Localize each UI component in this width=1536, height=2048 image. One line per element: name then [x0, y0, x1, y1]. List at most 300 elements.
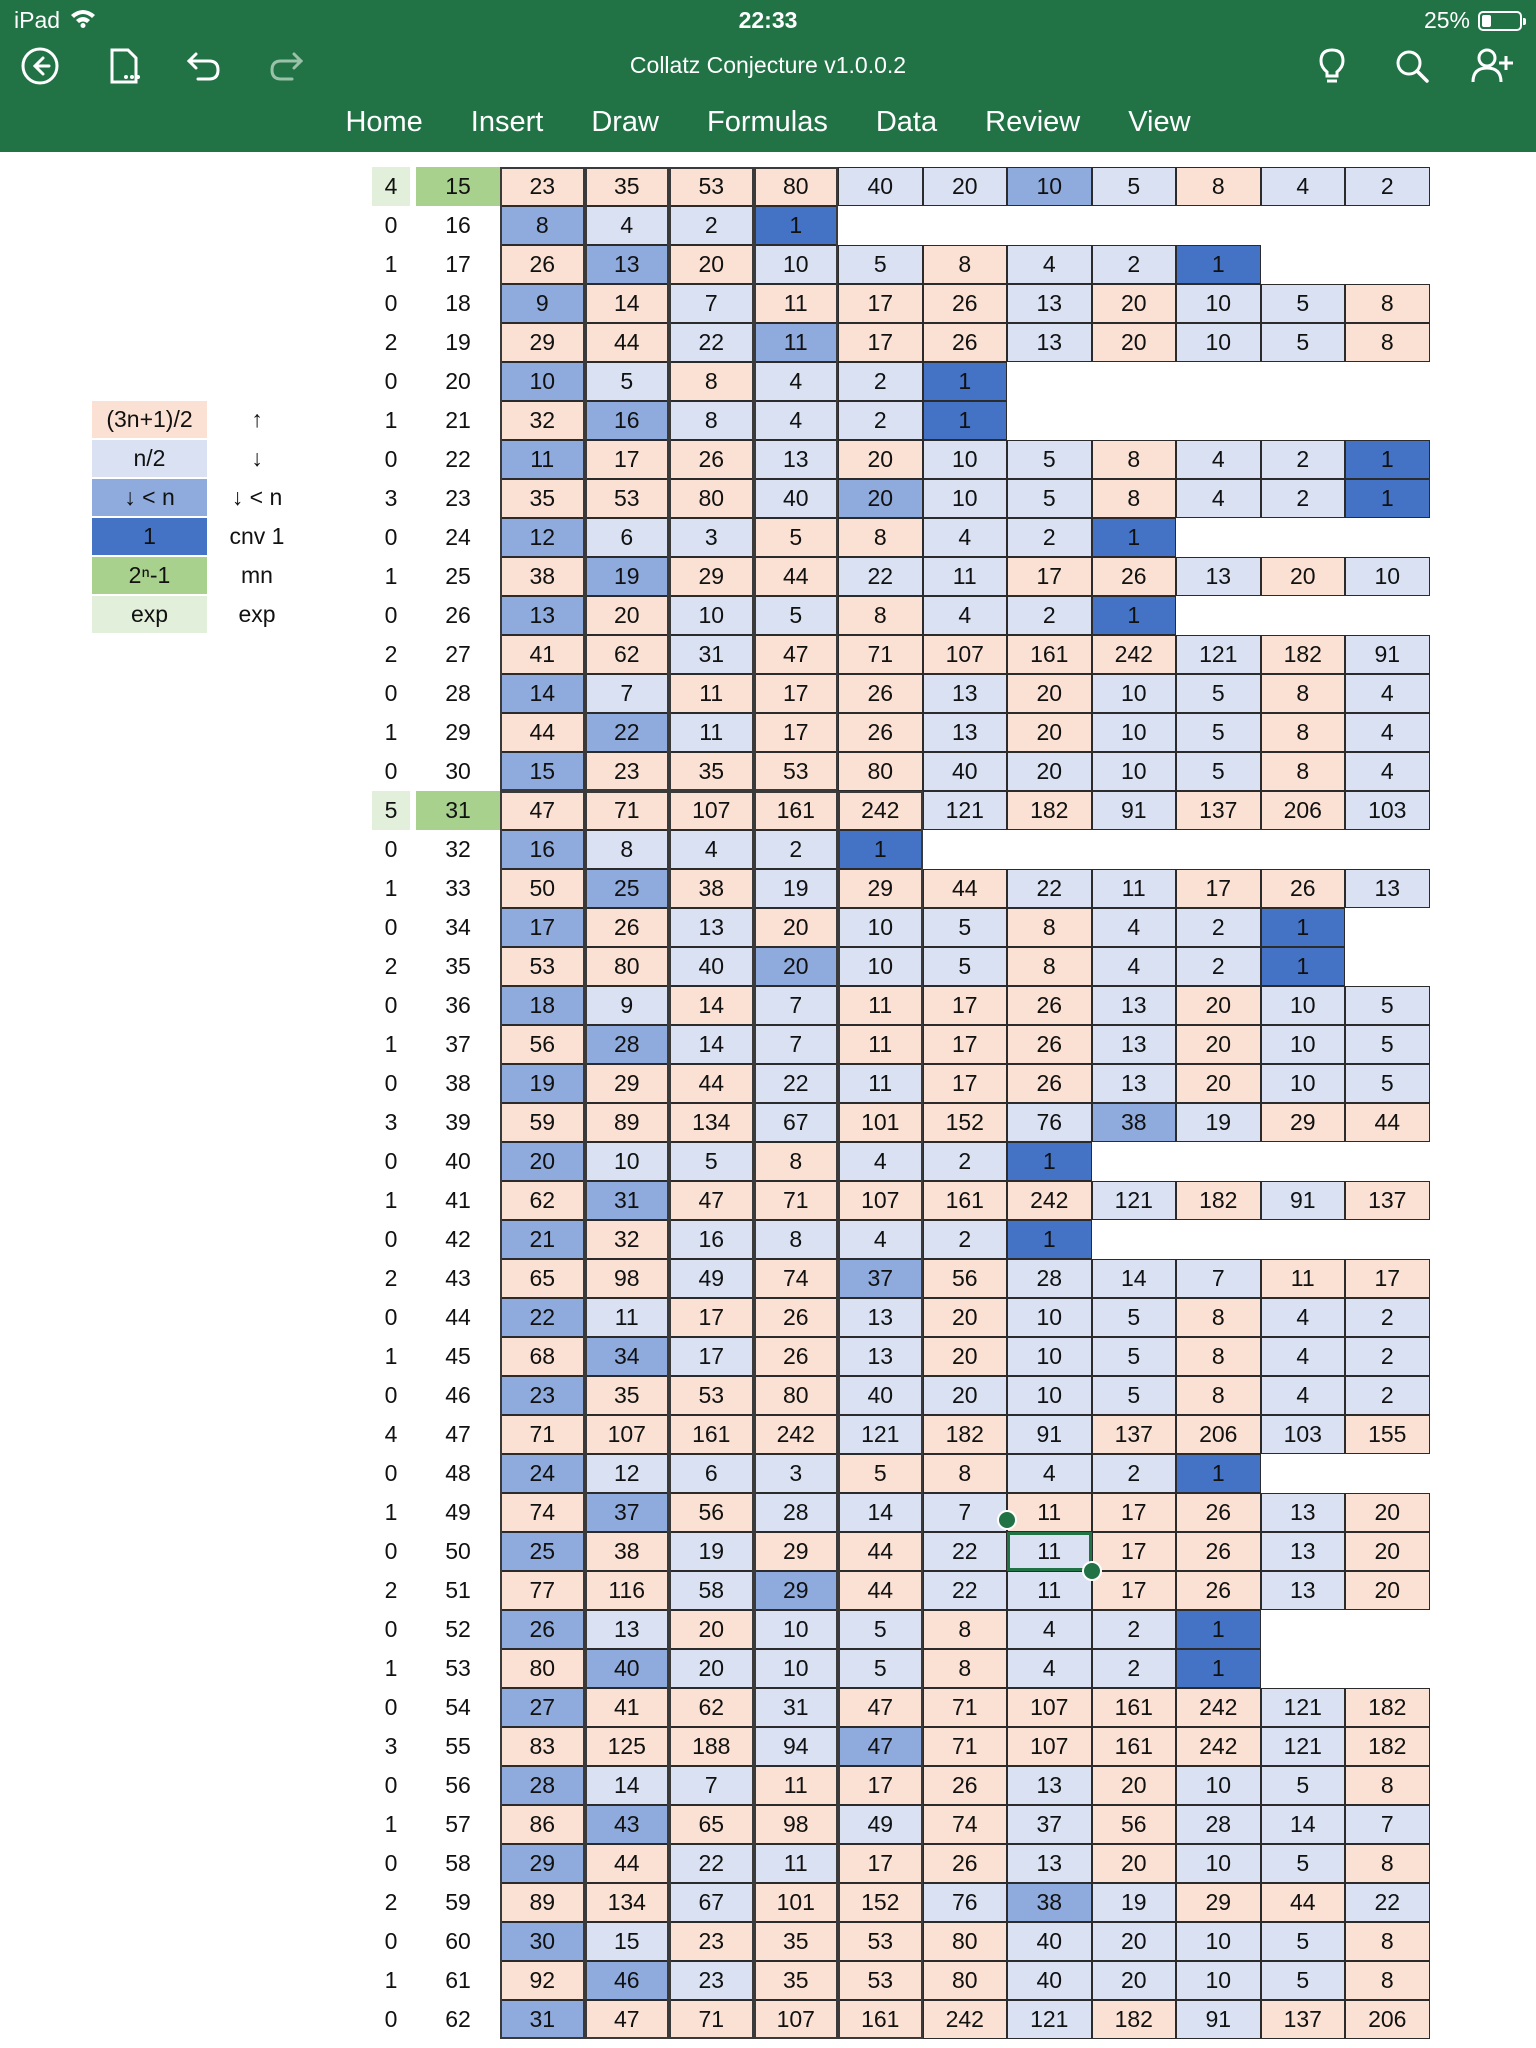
exponent-cell[interactable]: 2	[384, 641, 398, 667]
sequence-cell[interactable]: 3	[754, 1454, 839, 1493]
sequence-cell[interactable]: 1	[1176, 1454, 1261, 1493]
sequence-cell[interactable]: 59	[500, 1103, 585, 1142]
sequence-cell[interactable]: 10	[838, 908, 923, 947]
sequence-cell[interactable]: 4	[1345, 713, 1430, 752]
sequence-cell[interactable]: 30	[500, 1922, 585, 1961]
sequence-cell[interactable]: 62	[500, 1181, 585, 1220]
sequence-cell[interactable]: 13	[1007, 323, 1092, 362]
exponent-cell[interactable]: 2	[384, 1265, 398, 1291]
sequence-cell[interactable]: 20	[1007, 713, 1092, 752]
sequence-cell[interactable]: 4	[1092, 908, 1177, 947]
exponent-cell[interactable]: 0	[384, 914, 398, 940]
n-cell[interactable]: 62	[445, 2006, 471, 2032]
sequence-cell[interactable]: 5	[1261, 1844, 1346, 1883]
sequence-cell[interactable]: 1	[1176, 1610, 1261, 1649]
sequence-cell[interactable]: 5	[838, 1610, 923, 1649]
sequence-cell[interactable]: 50	[500, 869, 585, 908]
tab-data[interactable]: Data	[875, 106, 938, 138]
sequence-cell[interactable]: 31	[500, 2000, 585, 2039]
sequence-cell[interactable]: 28	[754, 1493, 839, 1532]
n-cell[interactable]: 26	[445, 602, 471, 628]
sequence-cell[interactable]: 121	[1176, 635, 1261, 674]
sequence-cell[interactable]: 13	[1261, 1532, 1346, 1571]
sequence-cell[interactable]: 4	[1176, 479, 1261, 518]
sequence-cell[interactable]: 7	[669, 1766, 754, 1805]
sequence-cell[interactable]: 2	[1345, 1337, 1430, 1376]
sequence-cell[interactable]: 5	[1261, 284, 1346, 323]
sequence-cell[interactable]: 53	[585, 479, 670, 518]
exponent-cell[interactable]: 1	[384, 1967, 398, 1993]
n-cell[interactable]: 51	[445, 1577, 471, 1603]
sequence-cell[interactable]: 26	[500, 1610, 585, 1649]
sequence-cell[interactable]: 26	[754, 1337, 839, 1376]
sequence-cell[interactable]: 8	[585, 830, 670, 869]
sequence-cell[interactable]: 20	[1092, 1961, 1177, 2000]
sequence-cell[interactable]: 12	[585, 1454, 670, 1493]
sequence-cell[interactable]: 10	[1345, 557, 1430, 596]
sequence-cell[interactable]: 17	[923, 1064, 1008, 1103]
sequence-cell[interactable]: 2	[1007, 596, 1092, 635]
sequence-cell[interactable]: 47	[754, 635, 839, 674]
exponent-cell[interactable]: 1	[384, 1811, 398, 1837]
sequence-cell[interactable]: 13	[1007, 1844, 1092, 1883]
sequence-cell[interactable]: 7	[585, 674, 670, 713]
sequence-cell[interactable]: 8	[1176, 1337, 1261, 1376]
sequence-cell[interactable]: 26	[923, 284, 1008, 323]
sequence-cell[interactable]: 92	[500, 1961, 585, 2000]
sequence-cell[interactable]: 206	[1176, 1415, 1261, 1454]
sequence-cell[interactable]: 53	[838, 1961, 923, 2000]
sequence-cell[interactable]: 242	[1176, 1688, 1261, 1727]
sequence-cell[interactable]: 8	[754, 1142, 839, 1181]
sequence-cell[interactable]: 26	[838, 713, 923, 752]
sequence-cell[interactable]: 76	[923, 1883, 1008, 1922]
sequence-cell[interactable]: 26	[754, 1298, 839, 1337]
exponent-cell[interactable]: 2	[384, 329, 398, 355]
sequence-cell[interactable]: 65	[500, 1259, 585, 1298]
exponent-cell[interactable]: 0	[384, 1850, 398, 1876]
sequence-cell[interactable]: 8	[1007, 947, 1092, 986]
sequence-cell[interactable]: 10	[1092, 713, 1177, 752]
sequence-cell[interactable]: 2	[669, 206, 754, 245]
sequence-cell[interactable]: 2	[1092, 1454, 1177, 1493]
sequence-cell[interactable]: 2	[1007, 518, 1092, 557]
sequence-cell[interactable]: 15	[500, 752, 585, 791]
sequence-cell[interactable]: 11	[923, 557, 1008, 596]
sequence-cell[interactable]: 107	[923, 635, 1008, 674]
sequence-cell[interactable]: 11	[1007, 1571, 1092, 1610]
sequence-cell[interactable]: 71	[754, 1181, 839, 1220]
sequence-cell[interactable]: 14	[669, 986, 754, 1025]
sequence-cell[interactable]: 17	[923, 986, 1008, 1025]
sequence-cell[interactable]: 4	[1092, 947, 1177, 986]
sequence-cell[interactable]: 10	[1176, 1766, 1261, 1805]
sequence-cell[interactable]: 2	[754, 830, 839, 869]
sequence-cell[interactable]: 2	[1345, 167, 1430, 206]
sequence-cell[interactable]: 107	[754, 2000, 839, 2039]
sequence-cell[interactable]: 7	[1345, 1805, 1430, 1844]
sequence-cell[interactable]: 62	[669, 1688, 754, 1727]
sequence-cell[interactable]: 2	[1345, 1376, 1430, 1415]
n-cell[interactable]: 21	[445, 407, 471, 433]
sequence-cell[interactable]: 19	[585, 557, 670, 596]
sequence-cell[interactable]: 91	[1345, 635, 1430, 674]
sequence-cell[interactable]: 40	[1007, 1922, 1092, 1961]
sequence-cell[interactable]: 31	[754, 1688, 839, 1727]
sequence-cell[interactable]: 10	[1176, 1922, 1261, 1961]
sequence-cell[interactable]: 13	[1092, 1064, 1177, 1103]
sequence-cell[interactable]: 1	[923, 401, 1008, 440]
sequence-cell[interactable]: 26	[1007, 1064, 1092, 1103]
sequence-cell[interactable]: 2	[1092, 245, 1177, 284]
n-cell[interactable]: 32	[445, 836, 471, 862]
sequence-cell[interactable]: 37	[1007, 1805, 1092, 1844]
n-cell[interactable]: 33	[445, 875, 471, 901]
sequence-cell[interactable]: 8	[838, 518, 923, 557]
exponent-cell[interactable]: 0	[384, 1226, 398, 1252]
sequence-cell[interactable]: 242	[1092, 635, 1177, 674]
sequence-cell[interactable]: 121	[1261, 1688, 1346, 1727]
exponent-cell[interactable]: 1	[384, 875, 398, 901]
n-cell[interactable]: 52	[445, 1616, 471, 1642]
exponent-cell[interactable]: 0	[384, 1772, 398, 1798]
search-icon[interactable]	[1388, 42, 1436, 90]
sequence-cell[interactable]: 20	[1176, 1025, 1261, 1064]
sequence-cell[interactable]: 10	[754, 245, 839, 284]
sequence-cell[interactable]: 8	[1007, 908, 1092, 947]
sequence-cell[interactable]: 35	[500, 479, 585, 518]
sequence-cell[interactable]: 71	[669, 2000, 754, 2039]
sequence-cell[interactable]: 121	[838, 1415, 923, 1454]
n-cell[interactable]: 15	[416, 167, 500, 206]
sequence-cell[interactable]: 20	[669, 1649, 754, 1688]
sequence-cell[interactable]: 11	[1261, 1259, 1346, 1298]
sequence-cell[interactable]: 19	[669, 1532, 754, 1571]
sequence-cell[interactable]: 20	[1261, 557, 1346, 596]
sequence-cell[interactable]: 17	[500, 908, 585, 947]
exponent-cell[interactable]: 0	[384, 1070, 398, 1096]
sequence-cell[interactable]: 5	[1176, 674, 1261, 713]
sequence-cell[interactable]: 107	[1007, 1727, 1092, 1766]
sequence-cell[interactable]: 8	[1345, 1922, 1430, 1961]
sequence-cell[interactable]: 5	[838, 1454, 923, 1493]
sequence-cell[interactable]: 34	[585, 1337, 670, 1376]
tab-draw[interactable]: Draw	[591, 106, 659, 138]
sequence-cell[interactable]: 71	[838, 635, 923, 674]
sequence-cell[interactable]: 13	[1007, 1766, 1092, 1805]
sequence-cell[interactable]: 10	[1261, 1064, 1346, 1103]
sequence-cell[interactable]: 25	[500, 1532, 585, 1571]
sequence-cell[interactable]: 7	[923, 1493, 1008, 1532]
sequence-cell[interactable]: 29	[500, 323, 585, 362]
sequence-cell[interactable]: 98	[585, 1259, 670, 1298]
sequence-cell[interactable]: 121	[1007, 2000, 1092, 2039]
n-cell[interactable]: 54	[445, 1694, 471, 1720]
sequence-cell[interactable]: 40	[669, 947, 754, 986]
sequence-cell[interactable]: 242	[754, 1415, 839, 1454]
sequence-cell[interactable]: 67	[754, 1103, 839, 1142]
sequence-cell[interactable]: 80	[923, 1961, 1008, 2000]
exponent-cell[interactable]: 2	[384, 953, 398, 979]
sequence-cell[interactable]: 10	[754, 1610, 839, 1649]
sequence-cell[interactable]: 5	[923, 908, 1008, 947]
sequence-cell[interactable]: 11	[838, 986, 923, 1025]
sequence-cell[interactable]: 26	[500, 245, 585, 284]
sequence-cell[interactable]: 5	[1092, 1337, 1177, 1376]
sequence-cell[interactable]: 56	[500, 1025, 585, 1064]
n-cell[interactable]: 30	[445, 758, 471, 784]
sequence-cell[interactable]: 41	[500, 635, 585, 674]
sequence-cell[interactable]: 22	[1007, 869, 1092, 908]
sequence-cell[interactable]: 15	[585, 1922, 670, 1961]
sequence-cell[interactable]: 8	[1261, 674, 1346, 713]
tab-view[interactable]: View	[1128, 106, 1191, 138]
sequence-cell[interactable]: 8	[1345, 1766, 1430, 1805]
exponent-cell[interactable]: 1	[384, 719, 398, 745]
sequence-cell[interactable]: 4	[754, 362, 839, 401]
sequence-cell[interactable]: 5	[669, 1142, 754, 1181]
sequence-cell[interactable]: 13	[585, 245, 670, 284]
sequence-cell[interactable]: 44	[923, 869, 1008, 908]
sequence-cell[interactable]: 26	[923, 1844, 1008, 1883]
sequence-cell[interactable]: 161	[754, 791, 839, 830]
sequence-cell[interactable]: 10	[1261, 1025, 1346, 1064]
sequence-cell[interactable]: 5	[1261, 323, 1346, 362]
sequence-cell[interactable]: 44	[838, 1532, 923, 1571]
sequence-cell[interactable]: 242	[1007, 1181, 1092, 1220]
sequence-cell[interactable]: 8	[1261, 752, 1346, 791]
sequence-cell[interactable]: 8	[669, 401, 754, 440]
sequence-cell[interactable]: 2	[923, 1142, 1008, 1181]
sequence-cell[interactable]: 19	[1176, 1103, 1261, 1142]
sequence-cell[interactable]: 40	[838, 1376, 923, 1415]
sequence-cell[interactable]: 13	[838, 1337, 923, 1376]
exponent-cell[interactable]: 1	[384, 1499, 398, 1525]
sequence-cell[interactable]: 8	[1345, 284, 1430, 323]
sequence-cell[interactable]: 182	[923, 1415, 1008, 1454]
sequence-cell[interactable]: 44	[1261, 1883, 1346, 1922]
sequence-cell[interactable]: 101	[838, 1103, 923, 1142]
sequence-cell[interactable]: 47	[838, 1688, 923, 1727]
sequence-cell[interactable]: 134	[669, 1103, 754, 1142]
sequence-cell[interactable]: 20	[1007, 752, 1092, 791]
sequence-cell[interactable]: 43	[585, 1805, 670, 1844]
tab-insert[interactable]: Insert	[470, 106, 544, 138]
n-cell[interactable]: 56	[445, 1772, 471, 1798]
sequence-cell[interactable]: 4	[1261, 1298, 1346, 1337]
sequence-cell[interactable]: 26	[838, 674, 923, 713]
sequence-cell[interactable]: 7	[1176, 1259, 1261, 1298]
exponent-cell[interactable]: 0	[384, 1460, 398, 1486]
exponent-cell[interactable]: 3	[384, 1109, 398, 1135]
sequence-cell[interactable]: 13	[838, 1298, 923, 1337]
exponent-cell[interactable]: 3	[384, 1733, 398, 1759]
exponent-cell[interactable]: 0	[384, 290, 398, 316]
sequence-cell[interactable]: 5	[1261, 1766, 1346, 1805]
exponent-cell[interactable]: 4	[372, 167, 410, 206]
sequence-cell[interactable]: 35	[585, 1376, 670, 1415]
sequence-cell[interactable]: 11	[669, 674, 754, 713]
exponent-cell[interactable]: 1	[384, 1655, 398, 1681]
sequence-cell[interactable]: 17	[754, 674, 839, 713]
sequence-cell[interactable]: 11	[754, 1844, 839, 1883]
sequence-cell[interactable]: 10	[1176, 1961, 1261, 2000]
sequence-cell[interactable]: 28	[1007, 1259, 1092, 1298]
sequence-cell[interactable]: 5	[923, 947, 1008, 986]
sequence-cell[interactable]: 13	[585, 1610, 670, 1649]
back-icon[interactable]	[16, 42, 64, 90]
exponent-cell[interactable]: 1	[384, 563, 398, 589]
sequence-cell[interactable]: 3	[669, 518, 754, 557]
sequence-cell[interactable]: 17	[585, 440, 670, 479]
sequence-cell[interactable]: 35	[754, 1961, 839, 2000]
sequence-cell[interactable]: 1	[1345, 479, 1430, 518]
sequence-cell[interactable]: 58	[669, 1571, 754, 1610]
exponent-cell[interactable]: 0	[384, 1538, 398, 1564]
n-cell[interactable]: 55	[445, 1733, 471, 1759]
sequence-cell[interactable]: 10	[923, 440, 1008, 479]
sequence-cell[interactable]: 2	[1176, 908, 1261, 947]
n-cell[interactable]: 19	[445, 329, 471, 355]
sequence-cell[interactable]: 2	[1261, 440, 1346, 479]
sequence-cell[interactable]: 8	[1092, 440, 1177, 479]
sequence-cell[interactable]: 5	[1261, 1922, 1346, 1961]
n-cell[interactable]: 58	[445, 1850, 471, 1876]
sequence-cell[interactable]: 80	[669, 479, 754, 518]
sequence-cell[interactable]: 13	[1261, 1571, 1346, 1610]
sequence-cell[interactable]: 4	[754, 401, 839, 440]
exponent-cell[interactable]: 4	[384, 1421, 398, 1447]
sequence-cell[interactable]: 38	[585, 1532, 670, 1571]
sequence-cell[interactable]: 206	[1345, 2000, 1430, 2039]
sequence-cell[interactable]: 8	[669, 362, 754, 401]
sequence-cell[interactable]: 20	[1092, 1844, 1177, 1883]
lightbulb-icon[interactable]	[1308, 42, 1356, 90]
sequence-cell[interactable]: 5	[754, 596, 839, 635]
sequence-cell[interactable]: 17	[1092, 1571, 1177, 1610]
sequence-cell[interactable]: 91	[1261, 1181, 1346, 1220]
sequence-cell[interactable]: 91	[1007, 1415, 1092, 1454]
sequence-cell[interactable]: 10	[1007, 1337, 1092, 1376]
sequence-cell[interactable]: 28	[1176, 1805, 1261, 1844]
sequence-cell[interactable]: 11	[754, 284, 839, 323]
sequence-cell[interactable]: 1	[923, 362, 1008, 401]
sequence-cell[interactable]: 86	[500, 1805, 585, 1844]
exponent-cell[interactable]: 0	[384, 1304, 398, 1330]
sequence-cell[interactable]: 8	[838, 596, 923, 635]
sequence-cell[interactable]: 80	[754, 1376, 839, 1415]
sequence-cell[interactable]: 20	[838, 440, 923, 479]
sequence-cell[interactable]: 5	[1345, 1025, 1430, 1064]
sequence-cell[interactable]: 67	[669, 1883, 754, 1922]
sequence-cell[interactable]: 2	[923, 1220, 1008, 1259]
sequence-cell[interactable]: 91	[1176, 2000, 1261, 2039]
sequence-cell[interactable]: 17	[669, 1298, 754, 1337]
sequence-cell[interactable]: 29	[1176, 1883, 1261, 1922]
sequence-cell[interactable]: 13	[1345, 869, 1430, 908]
exponent-cell[interactable]: 2	[384, 1577, 398, 1603]
sequence-cell[interactable]: 13	[1176, 557, 1261, 596]
sequence-cell[interactable]: 17	[1176, 869, 1261, 908]
sequence-cell[interactable]: 29	[754, 1571, 839, 1610]
sequence-cell[interactable]: 13	[1261, 1493, 1346, 1532]
sequence-cell[interactable]: 14	[585, 284, 670, 323]
sequence-cell[interactable]: 5	[1092, 167, 1177, 206]
exponent-cell[interactable]: 1	[384, 1031, 398, 1057]
sequence-cell[interactable]: 5	[1092, 1298, 1177, 1337]
sequence-cell[interactable]: 134	[585, 1883, 670, 1922]
sequence-cell[interactable]: 26	[1261, 869, 1346, 908]
sequence-cell[interactable]: 20	[1345, 1493, 1430, 1532]
sequence-cell[interactable]: 20	[585, 596, 670, 635]
sequence-cell[interactable]: 10	[1176, 1844, 1261, 1883]
sequence-cell[interactable]: 20	[923, 167, 1008, 206]
sequence-cell[interactable]: 29	[754, 1532, 839, 1571]
sequence-cell[interactable]: 1	[1176, 245, 1261, 284]
sequence-cell[interactable]: 44	[1345, 1103, 1430, 1142]
sequence-cell[interactable]: 76	[1007, 1103, 1092, 1142]
n-cell[interactable]: 39	[445, 1109, 471, 1135]
n-cell[interactable]: 25	[445, 563, 471, 589]
exponent-cell[interactable]: 0	[384, 836, 398, 862]
sequence-cell[interactable]: 155	[1345, 1415, 1430, 1454]
sequence-cell[interactable]: 26	[1176, 1493, 1261, 1532]
sequence-cell[interactable]: 40	[754, 479, 839, 518]
tab-review[interactable]: Review	[985, 106, 1081, 138]
sequence-cell[interactable]: 107	[838, 1181, 923, 1220]
sequence-cell[interactable]: 125	[585, 1727, 670, 1766]
sequence-cell[interactable]: 71	[923, 1727, 1008, 1766]
sequence-cell[interactable]: 22	[838, 557, 923, 596]
n-cell[interactable]: 46	[445, 1382, 471, 1408]
exponent-cell[interactable]: 5	[372, 791, 410, 830]
sequence-cell[interactable]: 26	[585, 908, 670, 947]
sequence-cell[interactable]: 44	[585, 323, 670, 362]
sequence-cell[interactable]: 20	[669, 1610, 754, 1649]
sequence-cell[interactable]: 10	[1261, 986, 1346, 1025]
sequence-cell[interactable]: 24	[500, 1454, 585, 1493]
exponent-cell[interactable]: 1	[384, 251, 398, 277]
sequence-cell[interactable]: 17	[1092, 1493, 1177, 1532]
sequence-cell[interactable]: 62	[585, 635, 670, 674]
sequence-cell[interactable]: 53	[754, 752, 839, 791]
n-cell[interactable]: 57	[445, 1811, 471, 1837]
sequence-cell[interactable]: 26	[1176, 1571, 1261, 1610]
sequence-cell[interactable]: 2	[838, 362, 923, 401]
sequence-cell[interactable]: 20	[838, 479, 923, 518]
sequence-cell[interactable]: 8	[754, 1220, 839, 1259]
sequence-cell[interactable]: 11	[1092, 869, 1177, 908]
sequence-cell[interactable]: 5	[1176, 713, 1261, 752]
sequence-cell[interactable]: 11	[500, 440, 585, 479]
exponent-cell[interactable]: 3	[384, 485, 398, 511]
sequence-cell[interactable]: 1	[1176, 1649, 1261, 1688]
sequence-cell[interactable]: 12	[500, 518, 585, 557]
sequence-cell[interactable]: 11	[754, 323, 839, 362]
sequence-cell[interactable]: 94	[754, 1727, 839, 1766]
sequence-cell[interactable]: 13	[923, 674, 1008, 713]
n-cell[interactable]: 61	[445, 1967, 471, 1993]
sequence-cell[interactable]: 242	[838, 791, 923, 830]
sequence-cell[interactable]: 41	[585, 1688, 670, 1727]
sequence-cell[interactable]: 56	[923, 1259, 1008, 1298]
sequence-cell[interactable]: 44	[585, 1844, 670, 1883]
sequence-cell[interactable]: 23	[500, 1376, 585, 1415]
sequence-cell[interactable]: 20	[1092, 1766, 1177, 1805]
sequence-cell[interactable]: 10	[585, 1142, 670, 1181]
n-cell[interactable]: 38	[445, 1070, 471, 1096]
exponent-cell[interactable]: 2	[384, 1889, 398, 1915]
